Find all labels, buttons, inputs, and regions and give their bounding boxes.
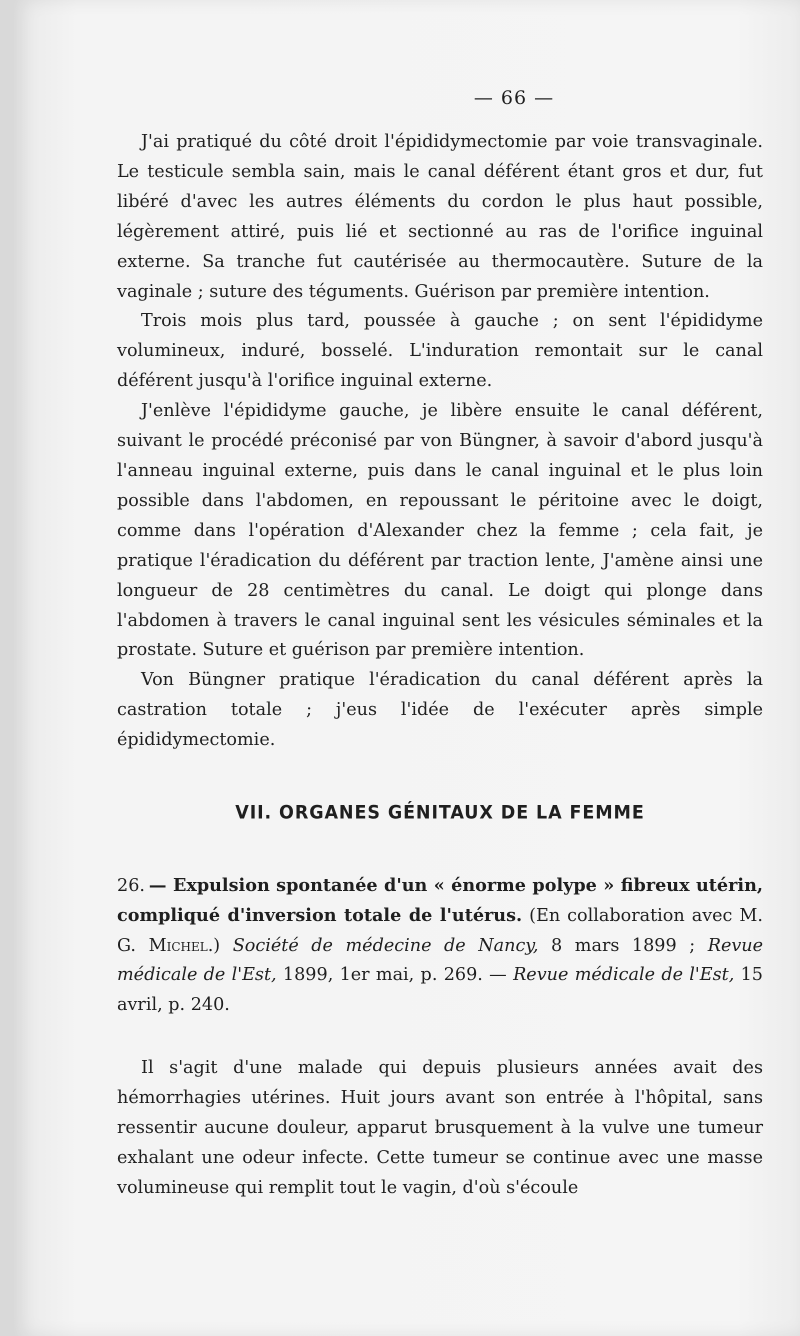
collab-prefix: (En collaboration avec M. G. bbox=[117, 906, 764, 956]
paragraph-5: Il s'agit d'une malade qui depuis plusieurs années avait des hémorrhagies utérines. Huit jours avant son entrée à l'hôpital, sans ressentir aucune douleur, apparut brusquement à la vulve une tumeur exhalant une odeur infecte. Cette tumeur se continue avec une masse volumineuse qui remplit tout le vagin, d'où s'écoule bbox=[117, 1058, 763, 1198]
section-title: VII. ORGANES GÉNITAUX DE LA FEMME bbox=[235, 802, 645, 824]
paragraph-3: J'enlève l'épididyme gauche, je libère ensuite le canal déférent, suivant le procédé préconisé par von Büngner, à savoir d'abord jusqu'à l'anneau inguinal externe, puis dans le canal inguinal et le plus loin possible dans l'abdomen, en repoussant le péritoine avec le doigt, comme dans l'opération d'Alexander chez la femme ; cela fait, je pratique l'éradication du déférent par traction lente, J'amène ainsi une longueur de 28 centimètres du canal. Le doigt qui plonge dans l'abdomen à travers le canal inguinal sent les vésicules séminales et la prostate. Suture et guérison par première intention. bbox=[117, 401, 763, 661]
entry-number: 26. bbox=[117, 876, 145, 897]
page-content bbox=[117, 86, 763, 1204]
page-number: — 66 — bbox=[473, 87, 555, 109]
date-2: 1899, 1er mai, p. 269. — bbox=[282, 965, 507, 986]
journal-1: Société de médecine de Nancy, bbox=[232, 935, 539, 956]
bibliography-entry bbox=[117, 871, 763, 1020]
scanned-page bbox=[14, 0, 800, 1336]
collab-suffix: .) bbox=[207, 935, 221, 956]
date-1: 8 mars 1899 ; bbox=[551, 935, 696, 956]
journal-3: Revue médicale de l'Est, bbox=[513, 965, 735, 986]
journal-2: Revue médicale de l'Est, bbox=[117, 935, 764, 986]
entry-title: — Expulsion spontanée d'un « énorme polype » fibreux utérin, compliqué d'inversion totale de l'utérus. bbox=[117, 875, 763, 927]
paragraph-1: J'ai pratiqué du côté droit l'épididymectomie par voie transvaginale. Le testicule sembla sain, mais le canal déférent étant gros et dur, fut libéré d'avec les autres éléments du cordon le plus haut possible, légèrement attiré, puis lié et sectionné au ras de l'orifice inguinal externe. Sa tranche fut cautérisée au thermocautère. Suture de la vaginale ; suture des téguments. Guérison par première intention. bbox=[117, 132, 763, 302]
paragraph-4: Von Büngner pratique l'éradication du canal déférent après la castration totale ; j'eus l'idée de l'exécuter après simple épididymectomie. bbox=[117, 670, 763, 751]
paragraph-2: Trois mois plus tard, poussée à gauche ; on sent l'épididyme volumineux, induré, bosselé. L'induration remontait sur le canal déférent jusqu'à l'orifice inguinal externe. bbox=[117, 311, 763, 392]
date-3: 15 avril, p. 240. bbox=[117, 965, 763, 1015]
collab-name: Michel bbox=[148, 935, 208, 956]
